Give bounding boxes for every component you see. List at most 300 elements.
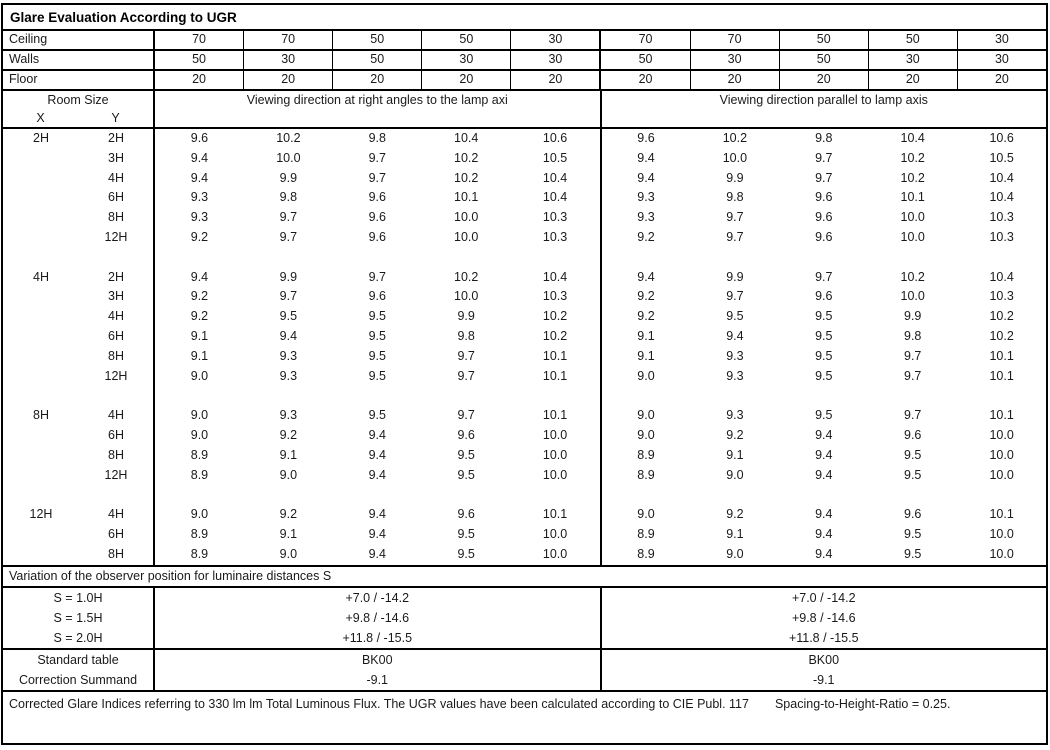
ugr-value: 9.7	[904, 368, 922, 383]
ugr-value	[957, 248, 1046, 268]
ugr-value: 9.6	[904, 427, 922, 442]
ugr-value: 9.7	[457, 348, 475, 363]
y-label: 2H	[79, 268, 155, 288]
ugr-value: 9.0	[190, 427, 209, 442]
ugr-value: 9.4	[815, 507, 833, 522]
ugr-value: 10.0	[542, 467, 568, 482]
y-label: 4H	[79, 406, 155, 426]
x-label	[3, 426, 79, 446]
x-axis-label: X	[36, 111, 45, 125]
meta-row	[3, 650, 1046, 670]
surface-value: 20	[780, 71, 869, 89]
ugr-value: 9.4	[279, 328, 298, 343]
ugr-value: 10.1	[542, 348, 568, 363]
x-label	[3, 545, 79, 565]
surface-value: 50	[155, 51, 244, 69]
ugr-value: 9.7	[457, 408, 475, 423]
surface-value: 30	[422, 51, 511, 69]
ugr-value: 10.0	[900, 210, 925, 225]
ugr-value: 9.3	[600, 208, 691, 228]
ugr-value: 9.7	[815, 170, 833, 185]
surface-value: 20	[600, 71, 690, 89]
ugr-value	[957, 485, 1046, 505]
ugr-value: 10.4	[454, 131, 479, 145]
ugr-value: 9.2	[726, 427, 744, 442]
variation-title: Variation of the observer position for luminaire distances S	[3, 565, 1046, 588]
ugr-value: 9.6	[815, 210, 833, 225]
surface-value: 20	[333, 71, 422, 89]
ugr-value: 9.5	[368, 408, 386, 423]
ugr-value: 9.2	[600, 307, 691, 327]
ugr-value: 10.4	[989, 190, 1014, 205]
ugr-value: 10.0	[989, 427, 1014, 442]
surface-value: 50	[422, 31, 511, 49]
ugr-value	[333, 386, 422, 406]
y-label: 12H	[79, 367, 155, 387]
y-label: 4H	[79, 505, 155, 525]
ugr-value: 10.6	[989, 131, 1014, 145]
ugr-value: 10.0	[542, 526, 568, 541]
y-label: 2H	[79, 129, 155, 149]
room-size-label: Room Size	[47, 93, 109, 107]
ugr-value: 10.1	[454, 190, 479, 205]
ugr-value: 9.0	[190, 507, 209, 522]
surface-row	[3, 31, 1046, 51]
ugr-value: 9.0	[600, 367, 691, 387]
data-row	[3, 466, 1046, 486]
meta-value-right: -9.1	[812, 672, 835, 687]
ugr-value: 9.1	[600, 347, 691, 367]
ugr-value: 10.1	[989, 507, 1014, 522]
ugr-value: 9.4	[726, 328, 744, 343]
meta-value-left: -9.1	[155, 670, 602, 690]
x-label	[3, 327, 79, 347]
surface-value: 50	[869, 31, 958, 49]
ugr-value: 9.1	[279, 526, 298, 541]
ugr-value	[868, 248, 957, 268]
ugr-value: 9.9	[279, 269, 298, 284]
ugr-value: 9.2	[190, 229, 209, 244]
ugr-value: 9.3	[279, 348, 298, 363]
y-label: 6H	[79, 525, 155, 545]
y-label: 8H	[79, 208, 155, 228]
data-row	[3, 545, 1046, 565]
ugr-value	[868, 485, 957, 505]
s-distance-label: S = 1.5H	[3, 608, 155, 628]
s-row	[3, 588, 1046, 608]
data-row	[3, 208, 1046, 228]
ugr-value: 9.0	[726, 467, 744, 482]
s-value-right: +9.8 / -14.6	[791, 610, 856, 625]
ugr-value: 9.8	[279, 190, 298, 205]
ugr-value: 9.7	[279, 289, 298, 304]
ugr-value: 9.5	[815, 328, 833, 343]
s-value-left: +7.0 / -14.2	[155, 588, 602, 608]
ugr-value	[244, 248, 333, 268]
ugr-value: 10.1	[542, 368, 568, 383]
data-row	[3, 307, 1046, 327]
ugr-value	[600, 485, 691, 505]
ugr-value: 9.1	[190, 328, 209, 343]
ugr-value: 9.7	[726, 289, 744, 304]
surface-value: 20	[691, 71, 780, 89]
ugr-value: 9.4	[368, 447, 386, 462]
surface-value: 20	[155, 71, 244, 89]
s-distance-label: S = 1.0H	[3, 588, 155, 608]
x-label	[3, 248, 79, 268]
ugr-value: 9.9	[457, 309, 475, 324]
surface-value: 30	[994, 52, 1009, 66]
ugr-value: 9.6	[815, 190, 833, 205]
ugr-value	[600, 248, 691, 268]
y-label: 3H	[79, 287, 155, 307]
ugr-value: 9.6	[368, 210, 386, 225]
surface-rows	[3, 31, 1046, 91]
surface-value: 50	[600, 51, 690, 69]
surface-value: 30	[691, 51, 780, 69]
ugr-value: 9.5	[815, 309, 833, 324]
ugr-value: 10.1	[989, 348, 1014, 363]
s-value-right: +7.0 / -14.2	[791, 590, 856, 605]
ugr-value: 8.9	[190, 546, 209, 561]
data-row	[3, 129, 1046, 149]
ugr-value: 8.9	[190, 526, 209, 541]
ugr-value: 8.9	[600, 525, 691, 545]
ugr-value: 9.7	[368, 170, 386, 185]
ugr-value: 10.3	[989, 289, 1014, 304]
y-label	[79, 386, 155, 406]
ugr-value: 10.0	[454, 210, 479, 225]
ugr-value: 9.6	[457, 427, 475, 442]
ugr-value: 10.3	[542, 289, 568, 304]
x-label	[3, 307, 79, 327]
ugr-value: 9.6	[815, 229, 833, 244]
surface-value: 20	[869, 71, 958, 89]
ugr-value: 9.4	[368, 526, 386, 541]
meta-rows	[3, 650, 1046, 692]
ugr-value: 9.1	[726, 447, 744, 462]
surface-value: 50	[333, 31, 422, 49]
ugr-value: 9.7	[726, 229, 744, 244]
data-row	[3, 149, 1046, 169]
ugr-value: 9.4	[600, 149, 691, 169]
x-label: 2H	[33, 131, 49, 145]
ugr-value: 9.7	[904, 348, 922, 363]
ugr-value: 9.1	[279, 447, 298, 462]
ugr-value	[155, 248, 244, 268]
x-label	[3, 228, 79, 248]
surface-value: 50	[780, 51, 869, 69]
ugr-value: 9.4	[368, 507, 386, 522]
s-value-left: +9.8 / -14.6	[155, 608, 602, 628]
footer-text: Corrected Glare Indices referring to 330 lm lm Total Luminous Flux. The UGR values have been calculated according to CIE Publ. 117	[9, 696, 749, 711]
ugr-value: 9.2	[600, 228, 691, 248]
ugr-value: 10.2	[900, 170, 925, 185]
ugr-data-rows	[3, 129, 1046, 565]
ugr-value: 9.1	[190, 348, 209, 363]
ugr-value	[779, 485, 868, 505]
ugr-value	[333, 248, 422, 268]
ugr-value: 10.0	[542, 427, 568, 442]
ugr-value: 10.2	[276, 131, 301, 145]
ugr-value: 9.5	[815, 348, 833, 363]
ugr-value: 9.0	[600, 426, 691, 446]
ugr-value: 9.6	[815, 289, 833, 304]
y-label: 4H	[79, 169, 155, 189]
ugr-value: 10.0	[542, 447, 568, 462]
ugr-value	[333, 485, 422, 505]
ugr-value: 9.0	[726, 546, 744, 561]
ugr-value: 9.6	[368, 229, 386, 244]
data-row	[3, 169, 1046, 189]
ugr-value: 10.5	[542, 150, 568, 165]
surface-value: 30	[244, 51, 333, 69]
ugr-value: 9.7	[815, 269, 833, 284]
ugr-value: 10.1	[989, 408, 1014, 423]
data-row	[3, 327, 1046, 347]
ugr-value: 10.2	[900, 269, 925, 284]
ugr-value	[244, 485, 333, 505]
ugr-value	[957, 386, 1046, 406]
x-label	[3, 169, 79, 189]
surface-value: 70	[600, 31, 690, 49]
x-label	[3, 386, 79, 406]
y-label: 8H	[79, 545, 155, 565]
y-label	[79, 485, 155, 505]
ugr-value: 9.5	[904, 447, 922, 462]
spacing-height-ratio: Spacing-to-Height-Ratio = 0.25.	[774, 696, 951, 711]
page-title: Glare Evaluation According to UGR	[10, 9, 237, 25]
ugr-value	[422, 386, 511, 406]
ugr-value: 10.2	[542, 328, 568, 343]
ugr-value: 9.6	[190, 131, 209, 145]
ugr-value: 10.0	[989, 546, 1014, 561]
left-direction-label: Viewing direction at right angles to the lamp axi	[155, 91, 602, 127]
data-row	[3, 188, 1046, 208]
observer-variation-rows	[3, 588, 1046, 650]
ugr-value: 9.4	[600, 169, 691, 189]
y-label: 6H	[79, 327, 155, 347]
ugr-value	[422, 248, 511, 268]
ugr-value: 9.7	[279, 229, 298, 244]
ugr-value: 9.3	[600, 188, 691, 208]
ugr-value: 9.4	[815, 546, 833, 561]
ugr-value: 9.2	[190, 309, 209, 324]
ugr-value: 9.7	[726, 210, 744, 225]
xy-labels	[3, 110, 153, 126]
ugr-value: 9.4	[600, 268, 691, 288]
ugr-value: 10.4	[542, 170, 568, 185]
ugr-value: 10.2	[989, 328, 1014, 343]
ugr-value: 9.8	[457, 328, 475, 343]
ugr-value	[511, 485, 600, 505]
surface-value: 50	[333, 51, 422, 69]
header-row	[3, 91, 1046, 129]
ugr-value: 9.1	[726, 526, 744, 541]
ugr-value: 10.4	[989, 170, 1014, 185]
y-label: 6H	[79, 188, 155, 208]
room-size-header	[3, 91, 155, 127]
surface-value: 70	[691, 31, 780, 49]
surface-row	[3, 51, 1046, 71]
surface-value: 20	[422, 71, 511, 89]
x-label	[3, 149, 79, 169]
ugr-value: 10.0	[722, 150, 748, 165]
x-label: 4H	[33, 269, 49, 284]
ugr-value: 9.5	[815, 408, 833, 423]
ugr-value: 10.0	[542, 546, 568, 561]
ugr-value: 9.5	[368, 328, 386, 343]
spacer-row	[3, 485, 1046, 505]
ugr-value: 9.0	[600, 406, 691, 426]
ugr-value: 9.0	[279, 467, 298, 482]
y-label: 3H	[79, 149, 155, 169]
s-row	[3, 608, 1046, 628]
meta-label: Standard table	[3, 650, 155, 670]
ugr-value: 9.5	[457, 467, 475, 482]
spacer-row	[3, 386, 1046, 406]
ugr-value: 9.8	[368, 131, 386, 145]
ugr-value: 9.5	[457, 447, 475, 462]
ugr-value: 9.0	[190, 368, 209, 383]
ugr-value: 10.1	[989, 368, 1014, 383]
ugr-value: 10.3	[542, 210, 568, 225]
spacer-row	[3, 248, 1046, 268]
y-label: 12H	[79, 228, 155, 248]
ugr-value: 9.9	[904, 309, 922, 324]
surface-value: 30	[511, 31, 600, 49]
data-row	[3, 426, 1046, 446]
ugr-value: 9.4	[815, 447, 833, 462]
ugr-value: 9.4	[190, 269, 209, 284]
x-label	[3, 347, 79, 367]
ugr-value: 10.0	[989, 467, 1014, 482]
surface-label: Floor	[3, 71, 155, 89]
ugr-value	[422, 485, 511, 505]
s-distance-label: S = 2.0H	[3, 628, 155, 648]
ugr-value: 9.7	[457, 368, 475, 383]
ugr-value: 9.3	[279, 408, 298, 423]
data-row	[3, 268, 1046, 288]
surface-label: Ceiling	[3, 31, 155, 49]
ugr-value	[600, 386, 691, 406]
ugr-value: 9.5	[904, 546, 922, 561]
ugr-value: 9.3	[190, 190, 209, 205]
ugr-value: 10.5	[989, 150, 1014, 165]
ugr-value: 10.2	[454, 269, 479, 284]
ugr-value	[244, 386, 333, 406]
ugr-value: 9.4	[815, 467, 833, 482]
ugr-value: 10.2	[454, 170, 479, 185]
ugr-value: 9.5	[457, 526, 475, 541]
ugr-value: 9.6	[368, 190, 386, 205]
y-label: 4H	[79, 307, 155, 327]
ugr-value: 9.6	[904, 507, 922, 522]
ugr-value: 10.2	[989, 309, 1014, 324]
ugr-value	[511, 248, 600, 268]
ugr-value: 9.6	[457, 507, 475, 522]
ugr-value: 9.7	[815, 150, 833, 165]
ugr-value: 9.2	[726, 507, 744, 522]
surface-value: 50	[780, 31, 869, 49]
surface-value: 30	[511, 51, 600, 69]
x-label	[3, 287, 79, 307]
ugr-value: 9.5	[457, 546, 475, 561]
ugr-value: 8.9	[190, 447, 209, 462]
ugr-value: 9.4	[190, 170, 209, 185]
surface-value: 30	[994, 32, 1009, 46]
ugr-value	[690, 485, 779, 505]
x-label	[3, 466, 79, 486]
ugr-value: 9.8	[726, 190, 744, 205]
ugr-value: 10.0	[900, 229, 925, 244]
ugr-value: 10.2	[542, 309, 568, 324]
ugr-value: 9.4	[190, 150, 209, 165]
ugr-value: 9.5	[815, 368, 833, 383]
surface-value: 70	[244, 31, 333, 49]
ugr-value: 10.4	[989, 269, 1014, 284]
ugr-value: 9.4	[815, 526, 833, 541]
ugr-value	[155, 485, 244, 505]
ugr-value: 10.4	[542, 190, 568, 205]
ugr-value: 9.2	[279, 427, 298, 442]
ugr-value	[155, 386, 244, 406]
x-label: 12H	[29, 507, 53, 522]
surface-value: 30	[869, 51, 958, 69]
x-label	[3, 208, 79, 228]
ugr-value: 9.9	[279, 170, 298, 185]
ugr-value: 10.6	[542, 131, 568, 145]
surface-value: 20	[511, 71, 600, 89]
y-label	[79, 248, 155, 268]
ugr-value: 9.2	[600, 287, 691, 307]
ugr-value: 10.0	[454, 229, 479, 244]
ugr-value: 9.7	[279, 210, 298, 225]
y-label: 12H	[79, 466, 155, 486]
ugr-value: 10.0	[276, 150, 301, 165]
ugr-value: 9.5	[368, 368, 386, 383]
ugr-value: 9.5	[279, 309, 298, 324]
ugr-value: 9.0	[190, 408, 209, 423]
right-direction-label: Viewing direction parallel to lamp axis	[719, 93, 928, 107]
ugr-value: 8.9	[600, 446, 691, 466]
ugr-value	[868, 386, 957, 406]
ugr-value: 10.3	[989, 210, 1014, 225]
ugr-value: 8.9	[600, 466, 691, 486]
ugr-value: 9.5	[904, 467, 922, 482]
x-label: 8H	[33, 408, 49, 423]
ugr-value: 8.9	[600, 545, 691, 565]
ugr-value	[779, 386, 868, 406]
y-label: 6H	[79, 426, 155, 446]
ugr-value: 9.6	[368, 289, 386, 304]
x-label	[3, 446, 79, 466]
surface-value: 20	[994, 72, 1009, 86]
ugr-value: 10.4	[542, 269, 568, 284]
x-label	[3, 188, 79, 208]
ugr-value: 9.9	[726, 269, 744, 284]
ugr-value: 10.0	[989, 447, 1014, 462]
ugr-value: 9.0	[279, 546, 298, 561]
meta-label: Correction Summand	[3, 670, 155, 690]
x-label	[3, 367, 79, 387]
data-row	[3, 446, 1046, 466]
ugr-value: 9.4	[815, 427, 833, 442]
data-row	[3, 228, 1046, 248]
ugr-value	[511, 386, 600, 406]
ugr-value: 10.2	[454, 150, 479, 165]
s-row	[3, 628, 1046, 648]
